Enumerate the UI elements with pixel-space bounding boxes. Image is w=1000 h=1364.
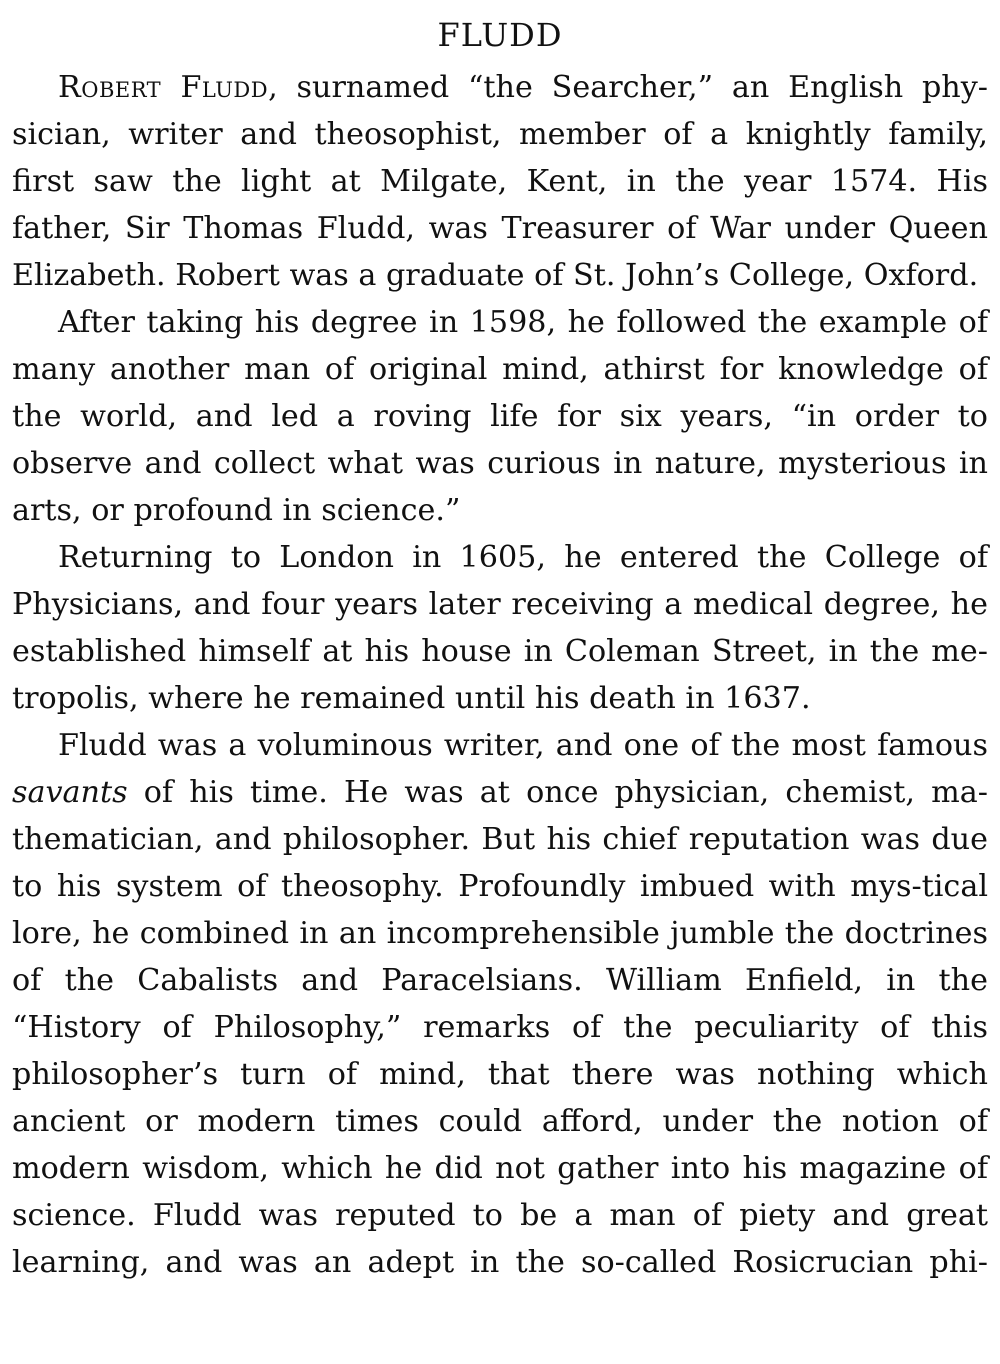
paragraph-4 bbox=[12, 722, 988, 1286]
paragraph-4-text-start: Fludd was a voluminous writer, and one of the most famous bbox=[58, 728, 988, 763]
paragraph-4-text-end: of his time. He was at once physician, chemist, ma-thematician, and philosopher. But his chief reputation was due to his system of theosophy. Profoundly imbued with mys-tical lore, he combined in an incomprehensible jumble the doctrines of the Cabalists and Paracelsians. William Enfield, in the “History of Philosophy,” remarks of the peculiarity of this philosopher’s turn of mind, that there was nothing which ancient or modern times could afford, under the notion of modern wisdom, which he did not gather into his magazine of science. Fludd was reputed to be a man of piety and great learning, and was an adept in the so-called Rosicrucian phi- bbox=[12, 775, 988, 1280]
paragraph-2 bbox=[12, 299, 988, 534]
paragraph-1 bbox=[12, 64, 988, 299]
paragraph-1-text: , surnamed “the Searcher,” an English phy-sician, writer and theosophist, member of a knightly family, first saw the light at Milgate, Kent, in the year 1574. His father, Sir Thomas Fludd, was Treasurer of War under Queen Elizabeth. Robert was a graduate of St. John’s College, Oxford. bbox=[12, 70, 988, 293]
subject-name: Robert Fludd bbox=[58, 70, 269, 105]
italic-term: savants bbox=[12, 775, 128, 810]
page-title: FLUDD bbox=[437, 16, 563, 54]
paragraph-2-text: After taking his degree in 1598, he followed the example of many another man of original mind, athirst for knowledge of the world, and led a roving life for six years, “in order to observe and collect what was curious in nature, mysterious in arts, or profound in science.” bbox=[12, 305, 988, 528]
paragraph-3-text: Returning to London in 1605, he entered the College of Physicians, and four years later receiving a medical degree, he established himself at his house in Coleman Street, in the me-tropolis, where he remained until his death in 1637. bbox=[12, 540, 988, 716]
paragraph-3 bbox=[12, 534, 988, 722]
book-page bbox=[12, 14, 988, 1286]
